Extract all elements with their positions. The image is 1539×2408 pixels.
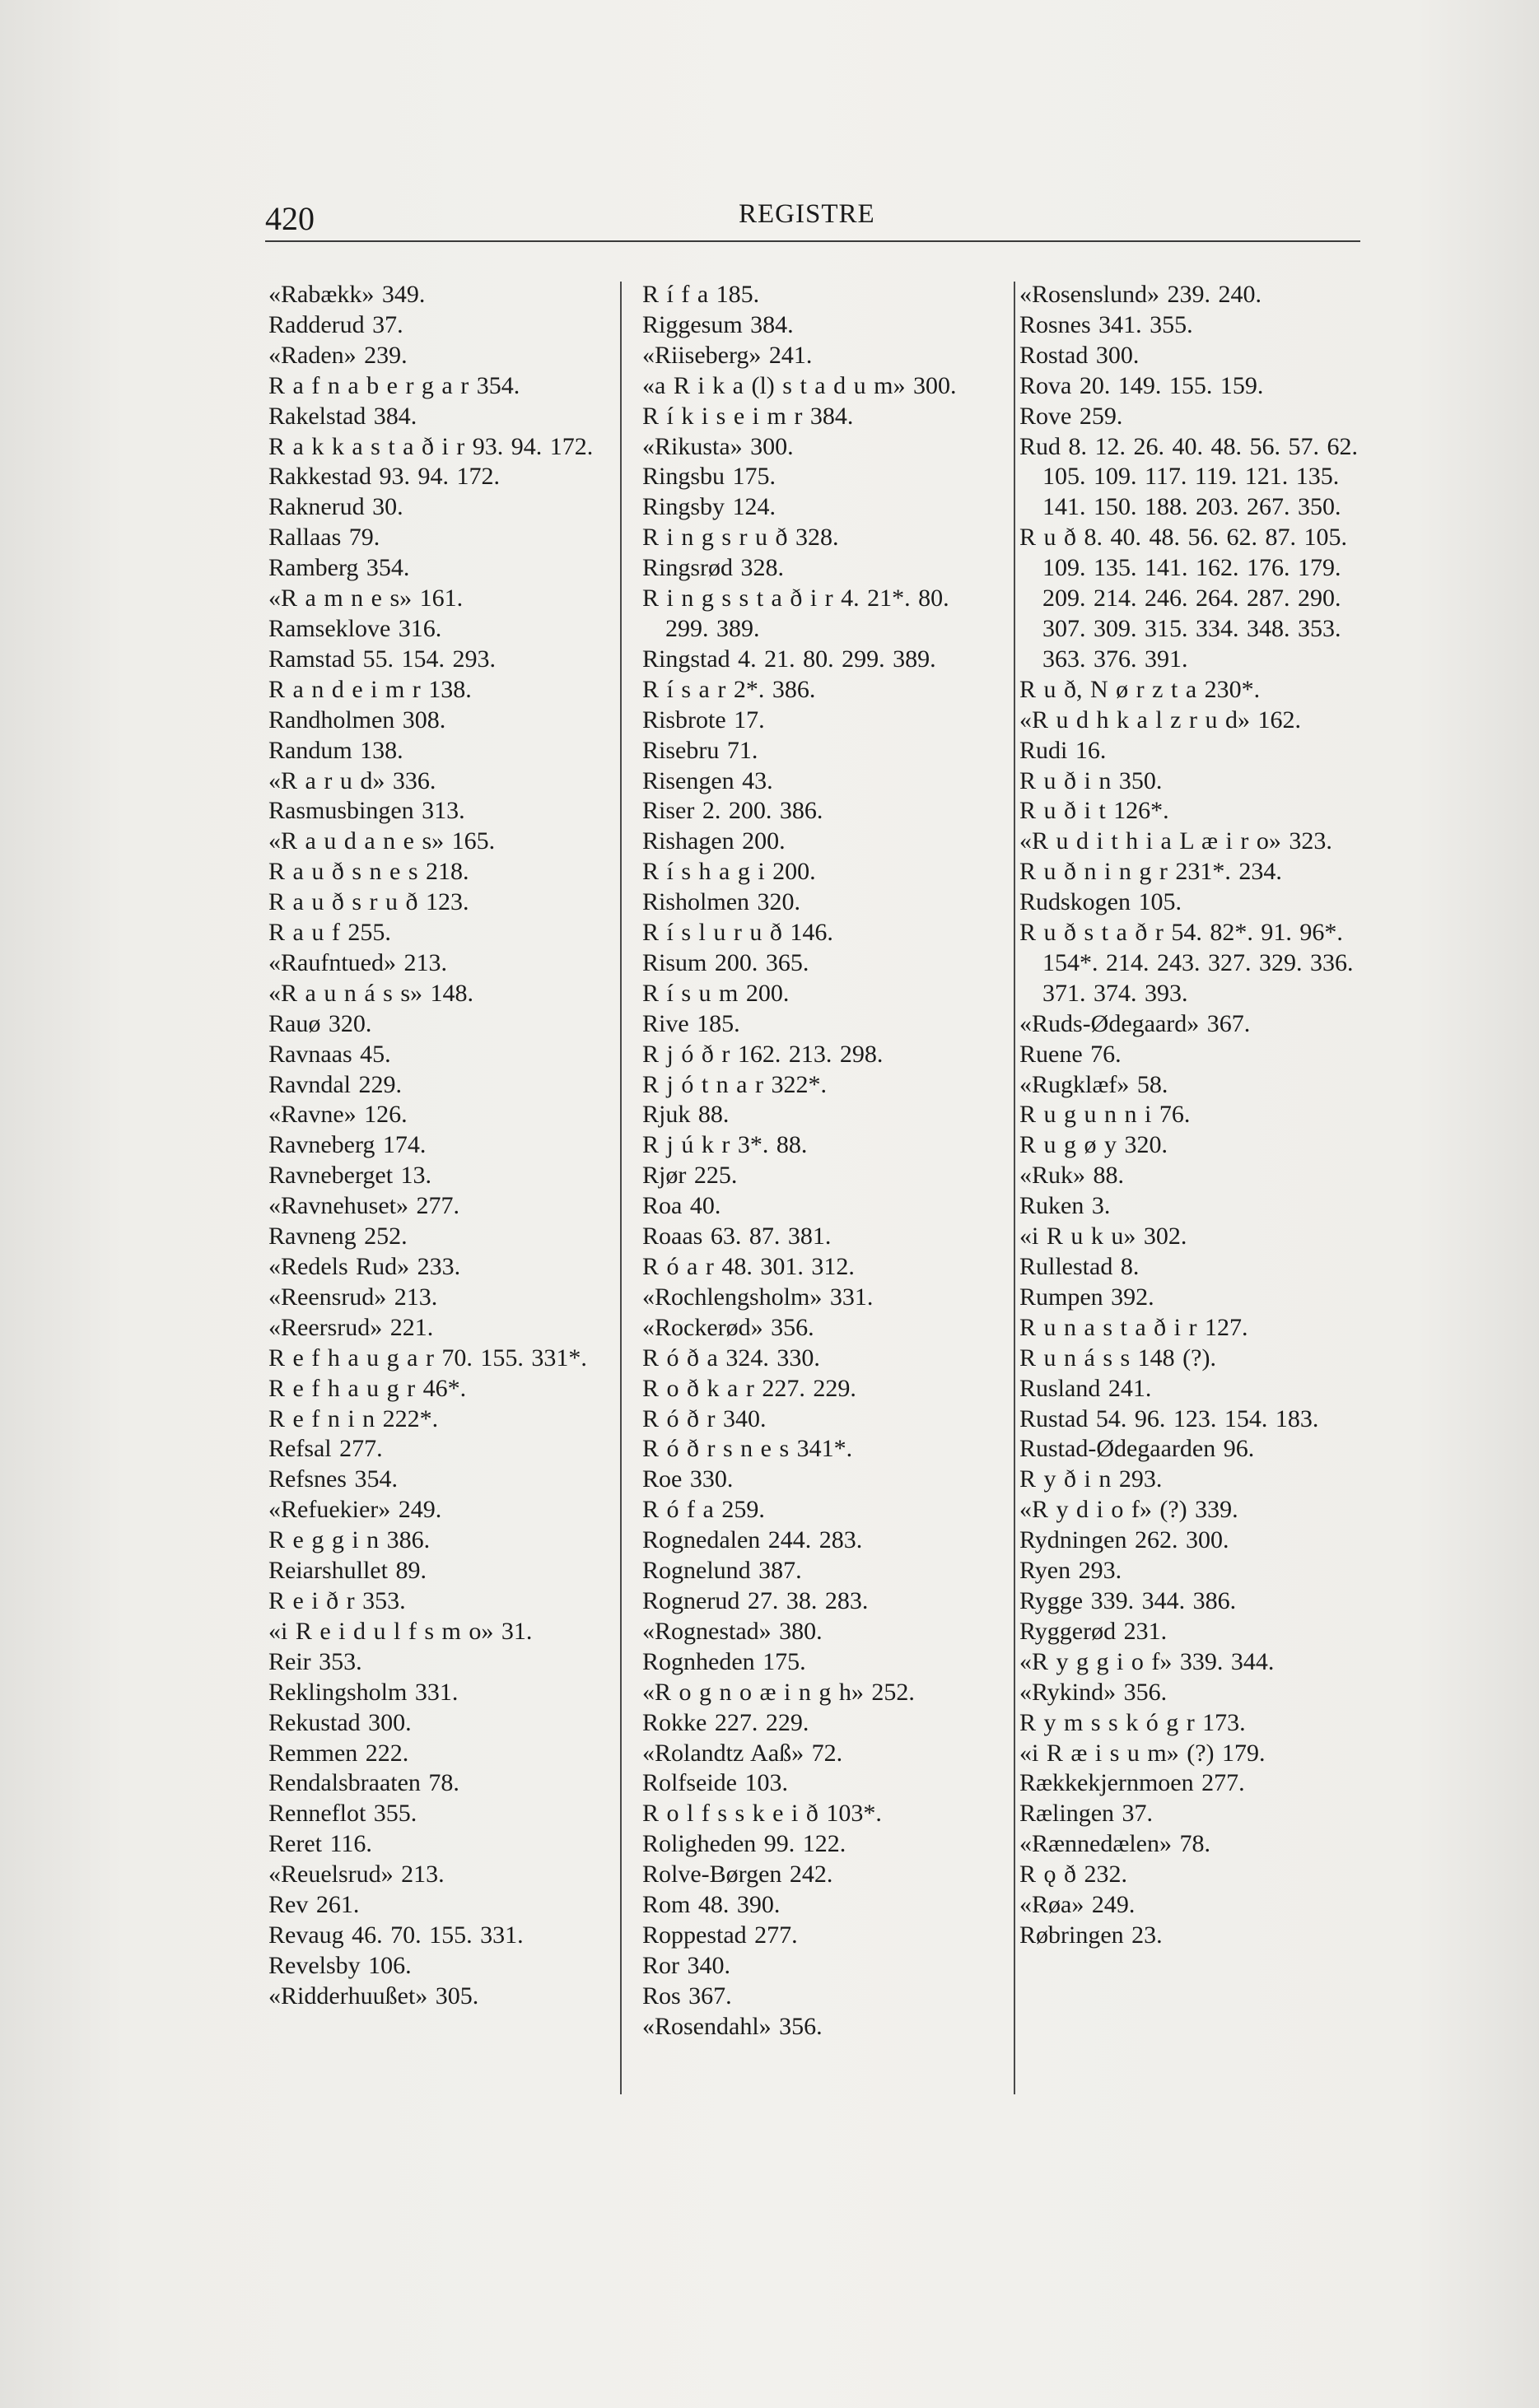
index-entry: Rumpen 392. [1019,1283,1154,1311]
index-entry: «Riiseberg» 241. [642,341,813,369]
index-entry: Ruken 3. [1019,1192,1111,1220]
index-entry: Risengen 43. [642,766,773,794]
index-entry: Roligheden 99. 122. [642,1830,846,1858]
page-header [265,191,1360,242]
index-entry: R í k i s e i m r 384. [642,402,854,430]
index-entry: Risholmen 320. [642,888,801,916]
index-entry: R j ó t n a r 322*. [642,1070,827,1098]
index-entry: Rendalsbraaten 78. [268,1769,459,1797]
index-entry: R í s a r 2*. 386. [642,675,816,703]
index-entry: Røbringen 23. [1019,1921,1163,1949]
index-entry: «Røa» 249. [1019,1891,1136,1919]
index-column-3 [1019,280,1373,1951]
index-entry: Rullestad 8. [1019,1253,1140,1280]
index-entry: R ó ð a 324. 330. [642,1344,820,1372]
index-entry: «Reuelsrud» 213. [268,1861,445,1889]
index-entry: Ringsby 124. [642,493,776,521]
index-entry: Rygge 339. 344. 386. [1019,1586,1237,1614]
index-entry: Rud 8. 12. 26. 40. 48. 56. 57. 62. 105. 109. 117. 119. 121. 135. 141. 150. 188. 203. 267. 350. [1019,432,1359,521]
index-entry: «Rikusta» 300. [642,432,794,460]
page-number: 420 [265,200,315,237]
index-entry: «R a m n e s» 161. [268,585,464,612]
index-entry: Ravneng 252. [268,1223,408,1251]
index-entry: Ryggerød 231. [1019,1617,1168,1645]
index-entry: R a f n a b e r g a r 354. [268,371,520,399]
index-entry: Rustad 54. 96. 123. 154. 183. [1019,1404,1319,1432]
index-entry: «Rosenslund» 239. 240. [1019,281,1262,308]
index-entry: Ros 367. [642,1982,732,2010]
index-entry: «Raufntued» 213. [268,948,447,976]
index-entry: Rognheden 175. [642,1647,806,1675]
index-entry: R e i ð r 353. [268,1586,406,1614]
index-entry: Refsal 277. [268,1435,383,1463]
index-entry: Ravnaas 45. [268,1040,391,1068]
index-entry: Rudi 16. [1019,736,1107,764]
index-entry: R j ú k r 3*. 88. [642,1131,808,1159]
index-entry: R o l f s s k e i ð 103*. [642,1800,882,1828]
index-entry: «Reersrud» 221. [268,1313,434,1341]
index-entry: Refsnes 354. [268,1465,398,1493]
index-entry: Ror 340. [642,1951,730,1979]
index-entry: R i n g s s t a ð i r 4. 21*. 80. 299. 389. [642,585,949,642]
index-entry: R u ð n i n g r 231*. 234. [1019,858,1282,886]
index-entry: Ruene 76. [1019,1040,1122,1068]
index-entry: Ringsrød 328. [642,554,785,582]
index-entry: Rælingen 37. [1019,1800,1154,1828]
index-entry: «Rolandtz Aaß» 72. [642,1739,843,1767]
index-entry: Rudskogen 105. [1019,888,1182,916]
index-entry: Rokke 227. 229. [642,1708,809,1736]
index-entry: Rallaas 79. [268,524,380,552]
index-entry: Rostad 300. [1019,341,1140,369]
index-entry: Remmen 222. [268,1739,409,1767]
index-entry: R y m s s k ó g r 173. [1019,1708,1246,1736]
index-entry: R a u ð s r u ð 123. [268,888,469,916]
index-entry: «Reensrud» 213. [268,1283,438,1311]
index-entry: R u ð 8. 40. 48. 56. 62. 87. 105. 109. 135. 141. 162. 176. 179. 209. 214. 246. 264. 287. 290. 307. 309. 315. 334. 348. 353. 363. 376. 391. [1019,524,1348,673]
index-entry: Radderud 37. [268,310,403,338]
index-entry: Rekustad 300. [268,1708,412,1736]
index-entry: Revelsby 106. [268,1951,412,1979]
index-entry: R e g g i n 386. [268,1526,431,1554]
index-entry: «R o g n o æ i n g h» 252. [642,1678,915,1706]
index-entry: Rognedalen 244. 283. [642,1526,863,1554]
index-entry: Reret 116. [268,1830,372,1858]
index-entry: Rom 48. 390. [642,1891,781,1919]
index-entry: Rolve-Børgen 242. [642,1861,833,1889]
index-entry: Renneflot 355. [268,1800,417,1828]
index-entry: Ravneberget 13. [268,1162,432,1190]
index-entry: R u n á s s 148 (?). [1019,1344,1216,1372]
index-entry: Risum 200. 365. [642,948,809,976]
index-entry: «Ravne» 126. [268,1101,408,1129]
index-entry: R u ð i t 126*. [1019,797,1169,825]
index-entry: Reklingsholm 331. [268,1678,459,1706]
index-entry: «Rockerød» 356. [642,1313,814,1341]
index-entry: «Ridderhuußet» 305. [268,1982,479,2010]
index-entry: Reiarshullet 89. [268,1557,427,1585]
index-entry: R a u ð s n e s 218. [268,858,469,886]
index-entry: «Raden» 239. [268,341,408,369]
index-entry: Reir 353. [268,1647,362,1675]
index-entry: Rækkekjernmoen 277. [1019,1769,1245,1797]
index-entry: «i R u k u» 302. [1019,1223,1187,1251]
index-entry: «Rugklæf» 58. [1019,1070,1168,1098]
index-entry: Rusland 241. [1019,1374,1152,1402]
index-entry: R í s h a g i 200. [642,858,816,886]
index-entry: Roa 40. [642,1192,721,1220]
index-entry: R a u f 255. [268,919,391,947]
index-entry: R a n d e i m r 138. [268,675,472,703]
index-entry: Roaas 63. 87. 381. [642,1223,832,1251]
index-entry: «R u d h k a l z r u d» 162. [1019,706,1301,734]
index-entry: Rjør 225. [642,1162,738,1190]
index-entry: Rolfseide 103. [642,1769,788,1797]
index-entry: Rosnes 341. 355. [1019,310,1193,338]
index-entry: R e f n i n 222*. [268,1404,439,1432]
index-entry: R ó f a 259. [642,1496,765,1524]
index-entry: Risebru 71. [642,736,758,764]
index-entry: R ǫ ð 232. [1019,1861,1128,1889]
index-column-2 [642,280,996,2042]
index-entry: «R a u n á s s» 148. [268,979,473,1007]
index-entry: «i R æ i s u m» (?) 179. [1019,1739,1266,1767]
index-entry: Rjuk 88. [642,1101,730,1129]
index-entry: R ó ð r s n e s 341*. [642,1435,853,1463]
index-entry: «Ruk» 88. [1019,1162,1125,1190]
index-entry: R u g u n n i 76. [1019,1101,1191,1129]
index-entry: Riser 2. 200. 386. [642,797,823,825]
index-entry: R u ð i n 350. [1019,766,1163,794]
running-head: REGISTRE [739,199,875,229]
index-entry: «Rognestad» 380. [642,1617,823,1645]
column-divider [620,282,622,2094]
index-entry: R o ð k a r 227. 229. [642,1374,856,1402]
index-entry: Riggesum 384. [642,310,794,338]
index-entry: R u n a s t a ð i r 127. [1019,1313,1248,1341]
index-entry: Roe 330. [642,1465,734,1493]
index-entry: «R y g g i o f» 339. 344. [1019,1647,1275,1675]
index-entry: Ravndal 229. [268,1070,402,1098]
index-entry: R e f h a u g r 46*. [268,1374,467,1402]
index-entry: «Refuekier» 249. [268,1496,442,1524]
index-entry: «R a u d a n e s» 165. [268,827,496,855]
index-entry: Rydningen 262. 300. [1019,1526,1229,1554]
index-entry: Rakkestad 93. 94. 172. [268,463,500,491]
index-entry: R u ð, N ø r z t a 230*. [1019,675,1261,703]
index-entry: Ryen 293. [1019,1557,1122,1585]
index-entry: Rove 259. [1019,402,1123,430]
index-entry: Ramberg 354. [268,554,410,582]
index-entry: R ó a r 48. 301. 312. [642,1253,855,1280]
index-entry: R u ð s t a ð r 54. 82*. 91. 96*. 154*. 214. 243. 327. 329. 336. 371. 374. 393. [1019,919,1354,1007]
index-entry: «Ruds-Ødegaard» 367. [1019,1009,1251,1037]
index-entry: Rognelund 387. [642,1557,802,1585]
index-entry: Rev 261. [268,1891,360,1919]
index-entry: R j ó ð r 162. 213. 298. [642,1040,884,1068]
index-entry: R a k k a s t a ð i r 93. 94. 172. [268,432,594,460]
index-entry: «Redels Rud» 233. [268,1253,461,1280]
index-entry: Ramseklove 316. [268,614,442,642]
index-entry: «Ravnehuset» 277. [268,1192,459,1220]
index-entry: Randum 138. [268,736,403,764]
index-entry: R i n g s r u ð 328. [642,524,839,552]
index-entry: R í s u m 200. [642,979,790,1007]
index-entry: Randholmen 308. [268,706,446,734]
index-entry: Rive 185. [642,1009,740,1037]
index-entry: Raknerud 30. [268,493,403,521]
index-entry: «Rænnedælen» 78. [1019,1830,1210,1858]
index-entry: «Rykind» 356. [1019,1678,1168,1706]
index-entry: Ringsbu 175. [642,463,776,491]
index-entry: Rauø 320. [268,1009,372,1037]
index-entry: Ravneberg 174. [268,1131,427,1159]
index-entry: Rakelstad 384. [268,402,417,430]
index-entry: «i R e i d u l f s m o» 31. [268,1617,533,1645]
index-entry: R í f a 185. [642,281,760,308]
index-entry: R u g ø y 320. [1019,1131,1168,1159]
index-entry: R e f h a u g a r 70. 155. 331*. [268,1344,587,1372]
index-entry: Rustad-Ødegaarden 96. [1019,1435,1255,1463]
index-entry: Roppestad 277. [642,1921,798,1949]
index-entry: «R u d i t h i a L æ i r o» 323. [1019,827,1332,855]
index-entry: R í s l u r u ð 146. [642,919,833,947]
index-entry: Revaug 46. 70. 155. 331. [268,1921,524,1949]
index-entry: «a R i k a (l) s t a d u m» 300. [642,371,957,399]
index-entry: Ramstad 55. 154. 293. [268,645,496,673]
column-divider [1014,282,1015,2094]
index-entry: «Rosendahl» 356. [642,2012,823,2040]
index-entry: Rognerud 27. 38. 283. [642,1586,869,1614]
index-entry: Ringstad 4. 21. 80. 299. 389. [642,645,936,673]
index-entry: Rova 20. 149. 155. 159. [1019,371,1264,399]
index-entry: R y ð i n 293. [1019,1465,1163,1493]
index-entry: Risbrote 17. [642,706,765,734]
index-entry: «Rochlengsholm» 331. [642,1283,874,1311]
index-column-1 [268,280,614,2012]
index-entry: Rasmusbingen 313. [268,797,465,825]
index-entry: «Rabækk» 349. [268,281,426,308]
index-entry: R ó ð r 340. [642,1404,767,1432]
index-entry: «R a r u d» 336. [268,766,436,794]
index-entry: Rishagen 200. [642,827,786,855]
index-entry: «R y d i o f» (?) 339. [1019,1496,1238,1524]
